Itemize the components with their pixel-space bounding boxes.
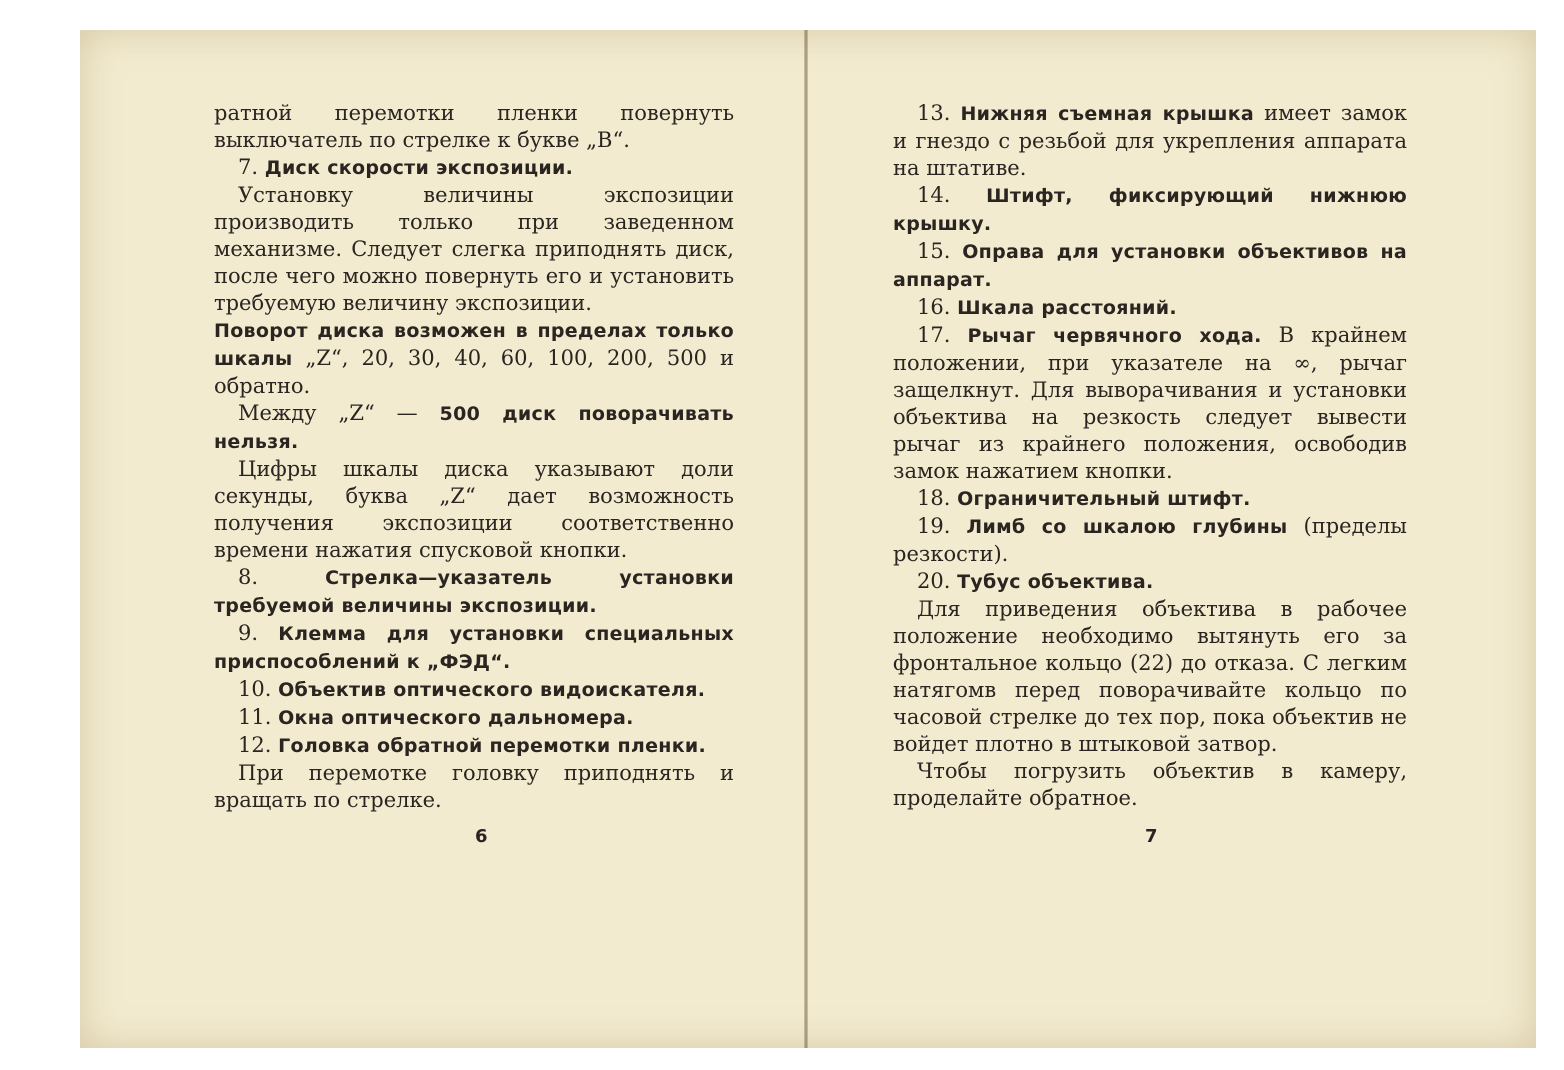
bold-text: Поворот диска возможен в пределах только шкалы (214, 320, 734, 370)
item-title: Диск скорости экспозиции. (264, 157, 574, 179)
text: „Z“, 20, 30, 40, 60, 100, 200, 500 и обратно. (214, 346, 734, 398)
paragraph (214, 760, 734, 814)
paragraph (893, 758, 1407, 812)
item-number: 20. (917, 569, 958, 593)
item-number: 12. (238, 733, 279, 757)
item-7 (214, 154, 734, 182)
item-title: Объектив оптического видоискателя. (278, 679, 706, 701)
item-number: 18. (917, 486, 958, 510)
item-title: Ограничительный штифт. (957, 488, 1251, 510)
item-title: Шкала расстояний. (957, 297, 1177, 319)
item-number: 16. (917, 295, 958, 319)
text: Установку величины экспозиции производить только при заведенном механизме. Следует слегка приподнять диск, после чего можно повернуть его и установить требуемую величину экспозиции. (214, 183, 734, 315)
item-title: Рычаг червячного хода. (967, 325, 1262, 347)
item-title: Головка обратной перемотки пленки. (278, 735, 707, 757)
item-title: Стрелка—указатель установки требуемой величины экспозиции. (214, 567, 734, 617)
text: имеет замок и гнездо с резьбой для укрепления аппарата на штативе. (893, 101, 1408, 180)
item-number: 19. (917, 514, 967, 538)
item-20 (893, 568, 1407, 596)
item-title: Оправа для установки объективов на аппарат. (893, 241, 1408, 291)
text: Цифры шкалы диска указывают доли секунды, буква „Z“ дает возможность получения экспозиции соответственно времени нажатия спусковой кнопки. (214, 457, 734, 562)
item-19 (893, 513, 1407, 568)
item-number: 13. (917, 101, 961, 125)
text: ратной перемотки пленки повернуть выключатель по стрелке к букве „В“. (214, 101, 734, 152)
item-10 (214, 676, 734, 704)
item-title: Клемма для установки специальных приспособлений к „ФЭД“. (214, 623, 734, 673)
text: (пределы резкости). (893, 514, 1407, 566)
paragraph (214, 100, 734, 154)
item-title: Окна оптического дальномера. (278, 707, 634, 729)
item-number: 11. (238, 705, 279, 729)
page-number: 6 (475, 826, 488, 847)
item-13 (893, 100, 1407, 182)
item-number: 7. (238, 155, 265, 179)
item-18 (893, 485, 1407, 513)
item-16 (893, 294, 1407, 322)
item-15 (893, 238, 1407, 294)
text: Для приведения объектива в рабочее положение необходимо вытянуть его за фронтальное кольцо (22) до отказа. С легким натягомв перед поворачивайте кольцо по часовой стрелке до тех пор, пока объектив не войдет плотно в штыковой затвор. (893, 597, 1407, 756)
item-title: Тубус объектива. (957, 571, 1154, 593)
item-9 (214, 620, 734, 676)
booklet-spine (804, 30, 808, 1048)
right-page-text (893, 100, 1407, 812)
item-number: 8. (238, 565, 326, 589)
item-number: 10. (238, 677, 279, 701)
text: Чтобы погрузить объектив в камеру, проделайте обратное. (893, 759, 1407, 810)
item-11 (214, 704, 734, 732)
text: При перемотке головку приподнять и вращать по стрелке. (214, 761, 734, 812)
text: В крайнем положении, при указателе на ∞, рычаг защелкнут. Для выворачивания и установки объектива на резкость следует вывести рычаг из крайнего положения, освободив замок нажатием кнопки. (893, 323, 1407, 483)
item-8 (214, 564, 734, 620)
item-number: 17. (917, 323, 968, 347)
item-12 (214, 732, 734, 760)
item-14 (893, 182, 1407, 238)
item-number: 15. (917, 239, 963, 263)
item-title: Лимб со шкалою глубины (966, 516, 1288, 538)
item-17 (893, 322, 1407, 485)
page-number: 7 (1145, 826, 1158, 847)
paragraph (893, 596, 1407, 758)
bold-text: 500 диск поворачивать нельзя. (214, 403, 734, 453)
item-number: 9. (238, 621, 279, 645)
left-page-text (214, 100, 734, 814)
paragraph (214, 182, 734, 317)
paragraph (214, 456, 734, 564)
item-title: Штифт, фиксирующий нижнюю крышку. (893, 185, 1408, 235)
paragraph (214, 400, 734, 456)
item-number: 14. (917, 183, 987, 207)
text: Между „Z“ — (238, 401, 440, 425)
paragraph (214, 317, 734, 400)
item-title: Нижняя съемная крышка (960, 103, 1255, 125)
